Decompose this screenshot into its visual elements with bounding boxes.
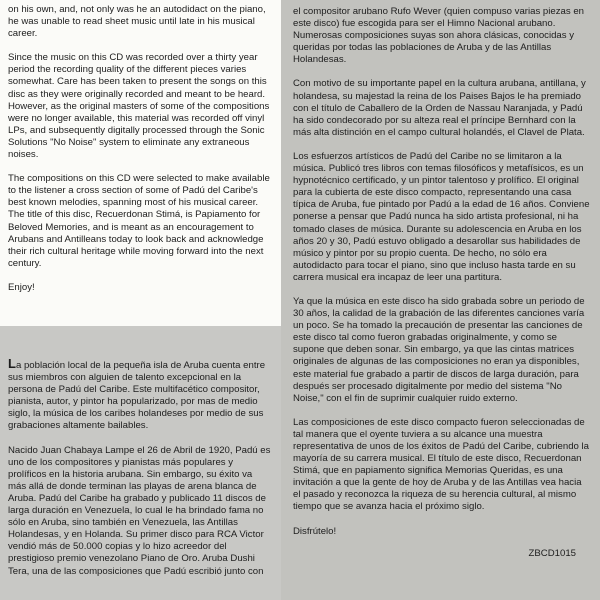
english-text-panel — [0, 0, 281, 326]
english-paragraph-1: on his own, and, not only was he an autodidact on the piano, he was unable to read sheet music until late in his musical career. — [8, 4, 266, 40]
spanish-closing: Disfrútelo! — [293, 525, 337, 537]
catalog-number: ZBCD1015 — [528, 547, 576, 559]
drop-cap: L — [8, 356, 16, 371]
english-paragraph-3: The compositions on this CD were selected to make available to the listener a cross section of some of Padú del Caribe's best known melodies, spanning most of his musical career. The title of this disc, Recuerdonan Stimá, is Papiamento for Beloved Memories, and is meant as an encouragement to Arubans and Antilleans today to look back and acknowledge their rich cultural heritage while moving forward into the next century. — [8, 173, 270, 269]
spanish-right-paragraph-4: Ya que la música en este disco ha sido grabada sobre un periodo de 30 años, la calidad de la grabación de las diferentes canciones varía un poco. Se ha tomado la precaución de presentar las canciones de este disco tal como fueron grabadas originalmente, y como se supone que deben sonar. Sin embargo, ya que las cintas matrices originales de algunas de las composiciones no eran ya disponibles, este material fue grabado a partir de discos de larga duración, para después ser procesado digitalmente por medio del sistema "No Noise," con el fin de suprimir cualquier ruido externo. — [293, 295, 585, 404]
english-closing: Enjoy! — [8, 281, 35, 293]
spanish-left-panel — [0, 330, 281, 600]
spanish-right-paragraph-5: Las composiciones de este disco compacto fueron seleccionadas de tal manera que el oyente tuviera a su alcance una muestra representativa de unos de los éxitos de Padú del Caribe, cubriendo la mayoría de su carrera musical. El título de este disco, Recuerdonan Stimá, que en papiamento significa Memorias Queridas, es una invitación a que la gente de hoy de Aruba y de las Antillas vea hacia el pasado y reconozca la riqueza de su herencia cultural, al mismo tiempo que se avanza hacia el próximo siglo. — [293, 416, 589, 513]
spanish-left-paragraph-1-text: a población local de la pequeña isla de Aruba cuenta entre sus miembros con alguien de talento excepcional en la persona de Padú del Caribe. Este multifacético compositor, pianista, autor, y pintor ha popularizado, por mas de medio siglo, la música de los caribes holandeses por medio de sus grabaciones altamente bailables. — [8, 360, 266, 432]
spanish-right-paragraph-1: el compositor arubano Rufo Wever (quien compuso varias piezas en este disco) fue escogida para ser el Himno Nacional arubano. Numerosas composiciones suyas son ahora clásicas, conocidas y queridas por todas las poblaciones de Aruba y de las Antillas Holandesas. — [293, 6, 584, 66]
spanish-left-paragraph-2: Nacido Juan Chabaya Lampe el 26 de Abril de 1920, Padú es uno de los compositores y pianistas más populares y prolíficos en la historia arubana. Sin embargo, su éxito va más allá de donde terminan las playas de arena blanca de Aruba. Padú del Caribe ha grabado y publicado 11 discos de larga duración en Venezuela, lo cual le ha brindado fama no sólo en Aruba, sino también en Venezuela, las Antillas Holandesas, y en Holanda. Su primer disco para RCA Victor vendió más de 50.000 copias y lo hizo acreedor del prestigioso premio venezolano Piano de Oro. Aruba Dushi Tera, una de las composiciones que Padú escribió junto con — [8, 444, 271, 577]
spanish-left-paragraph-1 — [8, 358, 273, 433]
spanish-right-paragraph-3: Los esfuerzos artísticos de Padú del Caribe no se limitaron a la música. Publicó tres libros con temas filosóficos y metafísicos, es un hypnotécnico certificado, y un pintor talentoso y prolífico. El original para la cubierta de este disco compacto, representando una casa típica de Aruba, fue pintado por Padú a la edad de 16 años. Conviene ponerse a pensar que Padú nunca ha sido artista profesional, ni ha tomado clases de música. Durante su adolescencia en Aruba en los años 20 y 30, Padú estuvo obligado a desarollar sus habilidades de músico y pintor por su propio cuenta. De hecho, no sólo era autodidacto para tocar el piano, sino que incluso hasta tarde en su carrera musical era incapaz de leer una partitura. — [293, 150, 590, 283]
english-paragraph-2: Since the music on this CD was recorded over a thirty year period the recording quality of the different pieces varies somewhat. Care has been taken to present the songs on this disc as they were originally recorded and meant to be heard. However, as the original masters of some of the compositions were no longer available, this material was recorded off vinyl LPs, and subsequently digitally processed through the Sonic Solutions "No Noise" system to eliminate any extraneous noises. — [8, 52, 270, 161]
spanish-right-panel — [281, 0, 600, 600]
spanish-right-paragraph-2: Con motivo de su importante papel en la cultura arubana, antillana, y holandesa, su majestad la reina de los Paises Bajos le ha premiado con el título de Caballero de la Orden de Nassau Naranjada, y Padú ha sido condecorado por su alteza real el príncipe Bernhard con la más alta distinción en el campo cultural holandés, el Clavel de Plata. — [293, 78, 586, 138]
